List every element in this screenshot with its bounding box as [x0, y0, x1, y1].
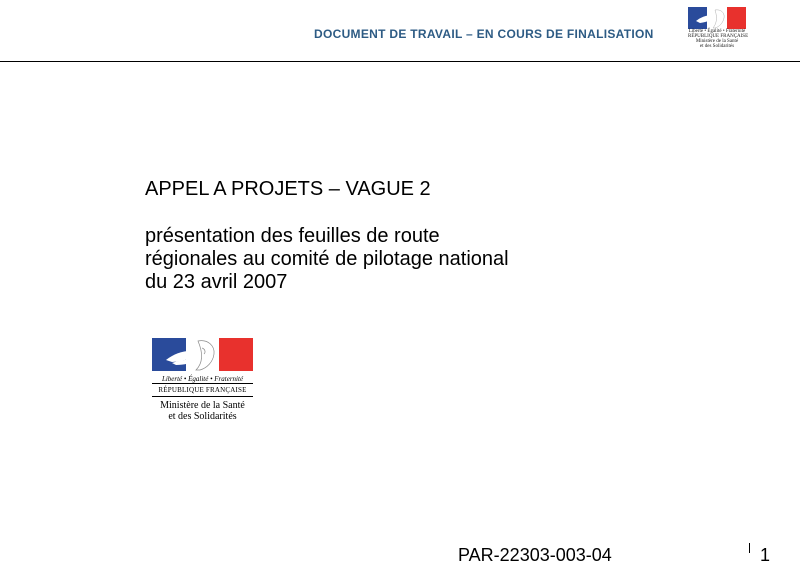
- header-logo-republic: RÉPUBLIQUE FRANÇAISE: [688, 34, 749, 39]
- logo-ministry: [145, 400, 260, 422]
- subtitle-line: du 23 avril 2007: [145, 271, 288, 293]
- document-reference: PAR-22303-003-04: [458, 545, 612, 565]
- page-title: APPEL A PROJETS – VAGUE 2: [145, 178, 431, 200]
- logo-rule-bottom: [152, 396, 253, 397]
- header-logo-ministry-line1: Ministère de la Santé: [695, 39, 739, 44]
- header-banner: DOCUMENT DE TRAVAIL – EN COURS DE FINALISATION: [314, 27, 654, 41]
- page-subtitle: [145, 225, 509, 294]
- marianne-flag-icon: [688, 7, 746, 29]
- header-logo: [688, 7, 749, 49]
- footer-divider: [749, 543, 750, 553]
- logo-rule-top: [152, 383, 253, 384]
- page-number: 1: [760, 545, 771, 565]
- logo-ministry-line2: et des Solidarités: [168, 411, 237, 422]
- logo-motto: Liberté • Égalité • Fraternité: [161, 375, 244, 383]
- header-divider: [0, 61, 800, 62]
- logo-republic: RÉPUBLIQUE FRANÇAISE: [158, 386, 247, 394]
- logo-ministry-line1: Ministère de la Santé: [160, 400, 245, 411]
- subtitle-line: régionales au comité de pilotage national: [145, 248, 509, 270]
- subtitle-line: présentation des feuilles de route: [145, 225, 440, 247]
- marianne-flag-icon: [152, 338, 253, 371]
- header-logo-motto: Liberté • Égalité • Fraternité: [688, 29, 746, 34]
- ministry-logo: [145, 338, 260, 422]
- header-logo-ministry-line2: et des Solidarités: [699, 44, 735, 49]
